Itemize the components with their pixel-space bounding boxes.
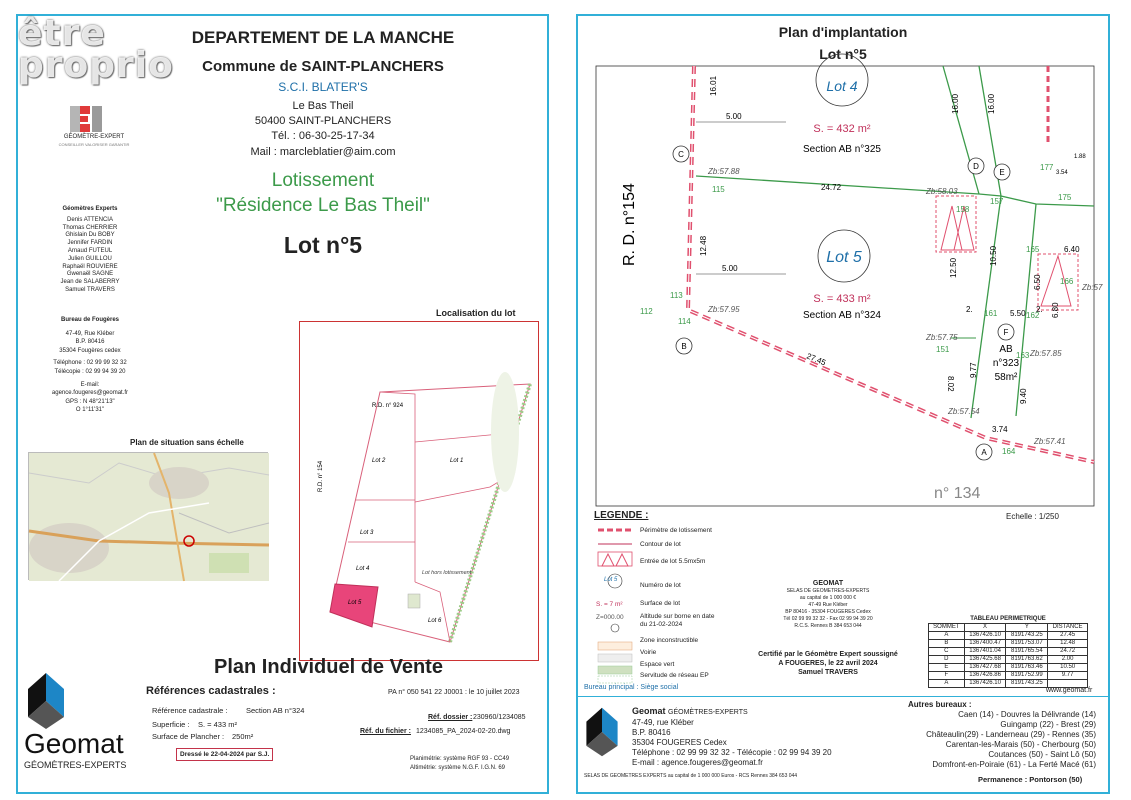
certif-line: Samuel TRAVERS	[798, 669, 858, 676]
table-cell: 12.48	[1048, 640, 1088, 648]
autres-line: Carentan-les-Marais (50) - Cherbourg (50)	[945, 740, 1096, 749]
watermark-logo	[18, 13, 174, 87]
loc-lot1: Lot 1	[450, 458, 464, 464]
legend-item: Contour de lot	[640, 541, 681, 548]
bureau-line: B.P. 80416	[75, 339, 105, 346]
permanence: Permanence : Pontorson (50)	[978, 775, 1083, 784]
dim: 12.50	[949, 257, 958, 278]
zb: Zb:57.75	[926, 333, 958, 342]
ab323-l1: AB	[999, 344, 1013, 355]
zb: Zb:57.85	[1030, 349, 1062, 358]
staff-member: Ghislain Du BOBY	[65, 232, 115, 239]
node-num: 163	[1016, 351, 1030, 360]
staff-member: Raphaël ROUVIERE	[62, 263, 118, 270]
table-header: X	[964, 624, 1006, 632]
bureau-title: Bureau de Fougères	[60, 317, 119, 323]
rd154-label: R. D. n°154	[621, 183, 638, 266]
autres-line: Guingamp (22) - Brest (29)	[1000, 720, 1096, 729]
footer-geomat-name	[632, 706, 748, 716]
loc-lot5: Lot 5	[348, 600, 362, 606]
staff-member: Jennifer FARDIN	[67, 240, 113, 247]
table-cell: 8191763.62	[1006, 656, 1048, 664]
point-f: F	[1003, 328, 1009, 337]
website: www.geomat.fr	[1046, 687, 1093, 694]
staff-member: Jean de SALABERRY	[60, 279, 120, 286]
footer-line: Téléphone : 02 99 99 32 32 - Télécopie : 02 99 94 39 20	[632, 748, 832, 757]
bureau-line: Téléphone : 02 99 99 32 32	[53, 360, 127, 367]
dim: 8.02	[946, 376, 955, 392]
dim: 3.54	[1056, 170, 1068, 176]
table-cell: 9.77	[1048, 672, 1088, 680]
client-address-1: Le Bas Theil	[292, 100, 354, 112]
table-cell: 1367401.04	[964, 648, 1006, 656]
logo-ge-line1: GÉOMÈTRE-EXPERT	[63, 134, 125, 140]
table-cell: A	[929, 680, 965, 688]
perimeter-table	[928, 616, 1088, 688]
zb: Zb:58.03	[926, 187, 958, 196]
lot4-section: Section AB n°325	[803, 144, 881, 155]
table-header-row	[929, 624, 1088, 632]
bureau-line: GPS : N 48°21'13"	[65, 398, 115, 405]
table-header: SOMMET	[929, 624, 965, 632]
footer-sub: GÉOMÈTRES-EXPERTS	[668, 709, 748, 716]
loc-lot2: Lot 2	[372, 458, 386, 464]
dim: 12.48	[699, 235, 708, 256]
dossier-label: Réf. dossier :	[428, 714, 473, 721]
staff-member: Denis ATTENCIA	[67, 216, 113, 223]
dim: 5.50	[1010, 309, 1026, 318]
lot5-label: Lot 5	[826, 249, 862, 266]
table-title: TABLEAU PERIMETRIQUE	[929, 616, 1088, 624]
legend-item: Espace vert	[640, 661, 675, 668]
geomat-block-line: SELAS DE GEOMETRES-EXPERTS	[786, 588, 870, 594]
left-sheet	[16, 14, 549, 794]
legend-item: Périmètre de lotissement	[640, 527, 712, 534]
staff-member: Thomas CHERRIER	[62, 224, 118, 231]
node-num: 113	[670, 291, 683, 300]
zb: Zb:57.41	[1034, 437, 1066, 446]
geomat-block-line: au capital de 1 000 000 €	[799, 595, 857, 601]
table-cell: 27.45	[1048, 632, 1088, 640]
table-header: Y	[1006, 624, 1048, 632]
table-cell: C	[929, 648, 965, 656]
right-sheet	[576, 14, 1110, 794]
geomat-block-line: GEOMAT	[812, 580, 844, 587]
table-cell: 1367426.10	[964, 632, 1006, 640]
dim: 10.50	[989, 245, 998, 266]
legend-item: Numéro de lot	[640, 582, 681, 589]
node-num: 175	[1058, 193, 1072, 202]
dim: 24.72	[821, 183, 842, 192]
dresse-stamp: Dressé le 22-04-2024 par S.J.	[176, 748, 273, 761]
localisation-plan	[300, 322, 538, 660]
autres-title: Autres bureaux :	[908, 700, 972, 709]
autres-list	[896, 710, 1096, 770]
bureau-line: Télécopie : 02 99 94 39 20	[54, 368, 126, 375]
legend-sym-alt: Z=000.00	[596, 614, 624, 621]
node-num: 166	[1060, 277, 1074, 286]
client-email: Mail : marcleblatier@aim.com	[250, 146, 396, 158]
bureau-line: E-mail:	[80, 381, 100, 388]
ab323-l3: 58m²	[994, 372, 1018, 383]
lot5-section: Section AB n°324	[803, 310, 881, 321]
implantation-plan	[596, 66, 1103, 506]
table-cell: B	[929, 640, 965, 648]
parcel-134: n° 134	[934, 485, 981, 502]
dim: 6.50	[1033, 274, 1042, 290]
geomat-block-line: R.C.S. Rennes B 384 653 044	[794, 623, 862, 629]
ref-cad-value: Section AB n°324	[246, 706, 305, 715]
footer-geomat-icon	[584, 706, 620, 758]
superficie-value: S. = 433 m²	[198, 720, 237, 729]
dim: 9.77	[969, 362, 978, 378]
legend-sym-lot: Lot 5	[604, 577, 618, 583]
client-phone: Tél. : 06-30-25-17-34	[271, 130, 375, 142]
table-cell: F	[929, 672, 965, 680]
dim: 2.	[966, 305, 973, 314]
superficie-label: Superficie :	[152, 720, 190, 729]
table-cell: D	[929, 656, 965, 664]
residence-name: "Résidence Le Bas Theil"	[216, 195, 430, 216]
lot5-area: S. = 433 m²	[813, 293, 871, 305]
ab323-l2: n°323	[992, 358, 1020, 369]
table-cell: E	[929, 664, 965, 672]
autres-line: Caen (14) - Douvres la Délivrande (14)	[958, 710, 1096, 719]
footer-name: Geomat	[632, 706, 666, 716]
footer-line: 35304 FOUGERES Cedex	[632, 738, 727, 747]
geomat-block-line: BP 80416 - 35304 FOUGERES Cedex	[785, 609, 871, 615]
table-cell: 1367425.68	[964, 656, 1006, 664]
table-cell: 8191763.46	[1006, 664, 1048, 672]
legend-item: Zone inconstructible	[640, 637, 699, 644]
planimetrie: Planimétrie: système RGF 93 - CC49	[410, 756, 510, 762]
footer-line: 47-49, rue Kléber	[632, 718, 694, 727]
refs-title: Références cadastrales :	[146, 685, 276, 697]
point-c: C	[678, 150, 684, 159]
table-row	[929, 632, 1088, 640]
dim: 6.40	[1064, 245, 1080, 254]
legend-item: Servitude de réseau EP	[640, 672, 709, 679]
plan-situation-title: Plan de situation sans échelle	[130, 438, 244, 447]
dim: 6.80	[1051, 302, 1060, 318]
table-cell: 1367427.68	[964, 664, 1006, 672]
node-num: 151	[936, 345, 950, 354]
geomat-logo-text: Geomat	[24, 728, 124, 759]
node-num: 112	[640, 307, 653, 316]
dim: 9.40	[1019, 388, 1028, 404]
legend-item: Voirie	[640, 649, 657, 656]
staff-title: Géomètres Experts	[62, 206, 118, 212]
loc-hors: Lot hors lotissement	[422, 570, 472, 576]
table-row	[929, 664, 1088, 672]
dim: 27.45	[805, 351, 828, 368]
table-cell: 2.00	[1048, 656, 1088, 664]
certif-line: A FOUGERES, le 22 avril 2024	[778, 660, 878, 667]
selas-footer: SELAS DE GEOMETRES EXPERTS au capital de 1 000 000 Euros - RCS Rennes 384 653 044	[584, 773, 798, 779]
autres-line: Coutances (50) - Saint Lô (50)	[988, 750, 1096, 759]
table-cell: 8191743.25	[1006, 632, 1048, 640]
lot4-label: Lot 4	[826, 78, 858, 94]
legend-title: LEGENDE :	[594, 510, 649, 521]
loc-lot6: Lot 6	[428, 618, 442, 624]
table-cell: 1367400.47	[964, 640, 1006, 648]
fichier-value: 1234085_PA_2024-02-20.dwg	[416, 728, 511, 735]
node-num: 161	[984, 309, 998, 318]
loc-rd924: R.D. n° 924	[372, 403, 404, 409]
zb: Zb:57.88	[708, 167, 740, 176]
plancher-value: 250m²	[232, 732, 254, 741]
table-header: DISTANCE	[1048, 624, 1088, 632]
fichier-label: Réf. du fichier :	[360, 728, 411, 735]
geomat-logo-icon	[26, 671, 66, 731]
table-cell: A	[929, 632, 965, 640]
footer-divider	[578, 696, 1108, 697]
table-row	[929, 648, 1088, 656]
certif-line: Certifié par le Géomètre Expert soussigné	[758, 651, 898, 658]
client-address-2: 50400 SAINT-PLANCHERS	[254, 115, 392, 127]
staff-member: Julien GUILLOU	[68, 255, 112, 262]
node-num: 165	[1026, 245, 1040, 254]
dim: 5.00	[722, 264, 738, 273]
altimetrie: Altimétrie: système N.G.F. I.G.N. 69	[410, 765, 506, 771]
table-cell: 8191765.54	[1006, 648, 1048, 656]
commune-title: Commune de SAINT-PLANCHERS	[202, 58, 444, 75]
point-b: B	[681, 342, 687, 351]
geomat-block-line: 47-49 Rue Kléber	[808, 602, 848, 608]
staff-member: Gwenaël SAGNE	[66, 271, 114, 278]
bureau-line: 35304 Fougères cedex	[59, 347, 121, 354]
table-cell: 8191753.07	[1006, 640, 1048, 648]
zb: Zb:57.95	[708, 305, 740, 314]
point-d: D	[973, 162, 979, 171]
bureau-block	[40, 316, 140, 415]
table-row	[929, 656, 1088, 664]
legend-sym-surf: S. = 7 m²	[596, 601, 623, 608]
lot4-area: S. = 432 m²	[813, 123, 871, 135]
situation-map	[28, 452, 268, 580]
point-e: E	[999, 168, 1005, 177]
lot-number-title: Lot n°5	[283, 232, 363, 258]
staff-list	[40, 206, 140, 295]
bureau-principal: Bureau principal : Siège social	[584, 684, 679, 691]
footer-line: B.P. 80416	[632, 728, 671, 737]
loc-lot4: Lot 4	[356, 566, 370, 572]
loc-lot3: Lot 3	[360, 530, 374, 536]
department-title: DEPARTEMENT DE LA MANCHE	[191, 28, 455, 47]
zb: Zb:57	[1082, 283, 1103, 292]
node-num: 164	[1002, 447, 1016, 456]
table-row	[929, 672, 1088, 680]
geomat-logo-sub: GÉOMÈTRES-EXPERTS	[24, 760, 127, 770]
dim: 3.74	[992, 425, 1008, 434]
dim: 16.00	[951, 93, 960, 114]
legend-item: Surface de lot	[640, 600, 681, 607]
bureau-line: agence.fougeres@geomat.fr	[51, 390, 129, 397]
bureau-line: O 1°11'31"	[75, 407, 105, 414]
table-cell: 24.72	[1048, 648, 1088, 656]
lotissement-label: Lotissement	[271, 170, 375, 191]
pa-number: PA n° 050 541 22 J0001 : le 10 juillet 2023	[388, 689, 520, 696]
table-cell: 1367426.86	[964, 672, 1006, 680]
dim: 2.	[1036, 305, 1043, 314]
implantation-lot: Lot n°5	[819, 46, 867, 62]
dim: 16.00	[987, 93, 996, 114]
logo-ge-line2: CONSEILLER VALORISER GARANTIR	[58, 142, 130, 147]
plancher-label: Surface de Plancher :	[152, 732, 225, 741]
localisation-map	[299, 321, 539, 661]
table-cell: 8191752.99	[1006, 672, 1048, 680]
loc-rd154: R.D. n° 154	[318, 460, 324, 492]
node-num: 162	[1026, 311, 1040, 320]
dim: 5.00	[726, 112, 742, 121]
dim: 16.01	[709, 75, 718, 96]
bureau-line: 47-49, Rue Kléber	[65, 330, 115, 337]
table-row	[929, 640, 1088, 648]
node-num: 157	[990, 197, 1004, 206]
staff-member: Arnaud FUTEUL	[67, 247, 113, 254]
localisation-title: Localisation du lot	[436, 308, 516, 318]
implantation-title: Plan d'implantation	[778, 24, 908, 40]
watermark-line1: être	[18, 13, 106, 54]
node-num: 114	[678, 317, 691, 326]
autres-line: Châteaulin(29) - Landerneau (29) - Rennes (35)	[926, 730, 1096, 739]
table-cell: 1367426.10	[964, 680, 1006, 688]
certification	[738, 650, 918, 677]
geomat-block	[758, 579, 898, 630]
client-name: S.C.I. BLATER'S	[278, 80, 368, 94]
staff-member: Samuel TRAVERS	[65, 286, 115, 293]
legend-item: Entrée de lot 5.5mx5m	[640, 558, 706, 565]
legend-item: Altitude sur borne en date du 21-02-2024	[640, 613, 715, 628]
node-num: 177	[1040, 163, 1054, 172]
echelle-label: Echelle : 1/250	[1006, 512, 1059, 521]
table-cell: 8191743.25	[1006, 680, 1048, 688]
situation-map-image	[29, 453, 269, 581]
footer-line: E-mail : agence.fougeres@geomat.fr	[632, 758, 763, 767]
autres-line: Domfront-en-Poiraie (61) - La Ferté Macé (61)	[932, 760, 1096, 769]
dossier-value: 230960/1234085	[473, 714, 526, 721]
geomat-block-line: Tél 02 99 99 32 32 - Fax 02 99 94 39 20	[783, 616, 873, 622]
node-num: 158	[956, 205, 970, 214]
table-cell: 10.50	[1048, 664, 1088, 672]
plan-individuel-title: Plan Individuel de Vente	[214, 656, 443, 678]
watermark-line2: proprio	[18, 45, 174, 87]
node-num: 115	[712, 185, 725, 194]
zb: Zb:57.54	[948, 407, 980, 416]
point-a: A	[981, 448, 987, 457]
dim: 1.88	[1074, 154, 1086, 160]
ref-cad-label: Référence cadastrale :	[152, 706, 228, 715]
